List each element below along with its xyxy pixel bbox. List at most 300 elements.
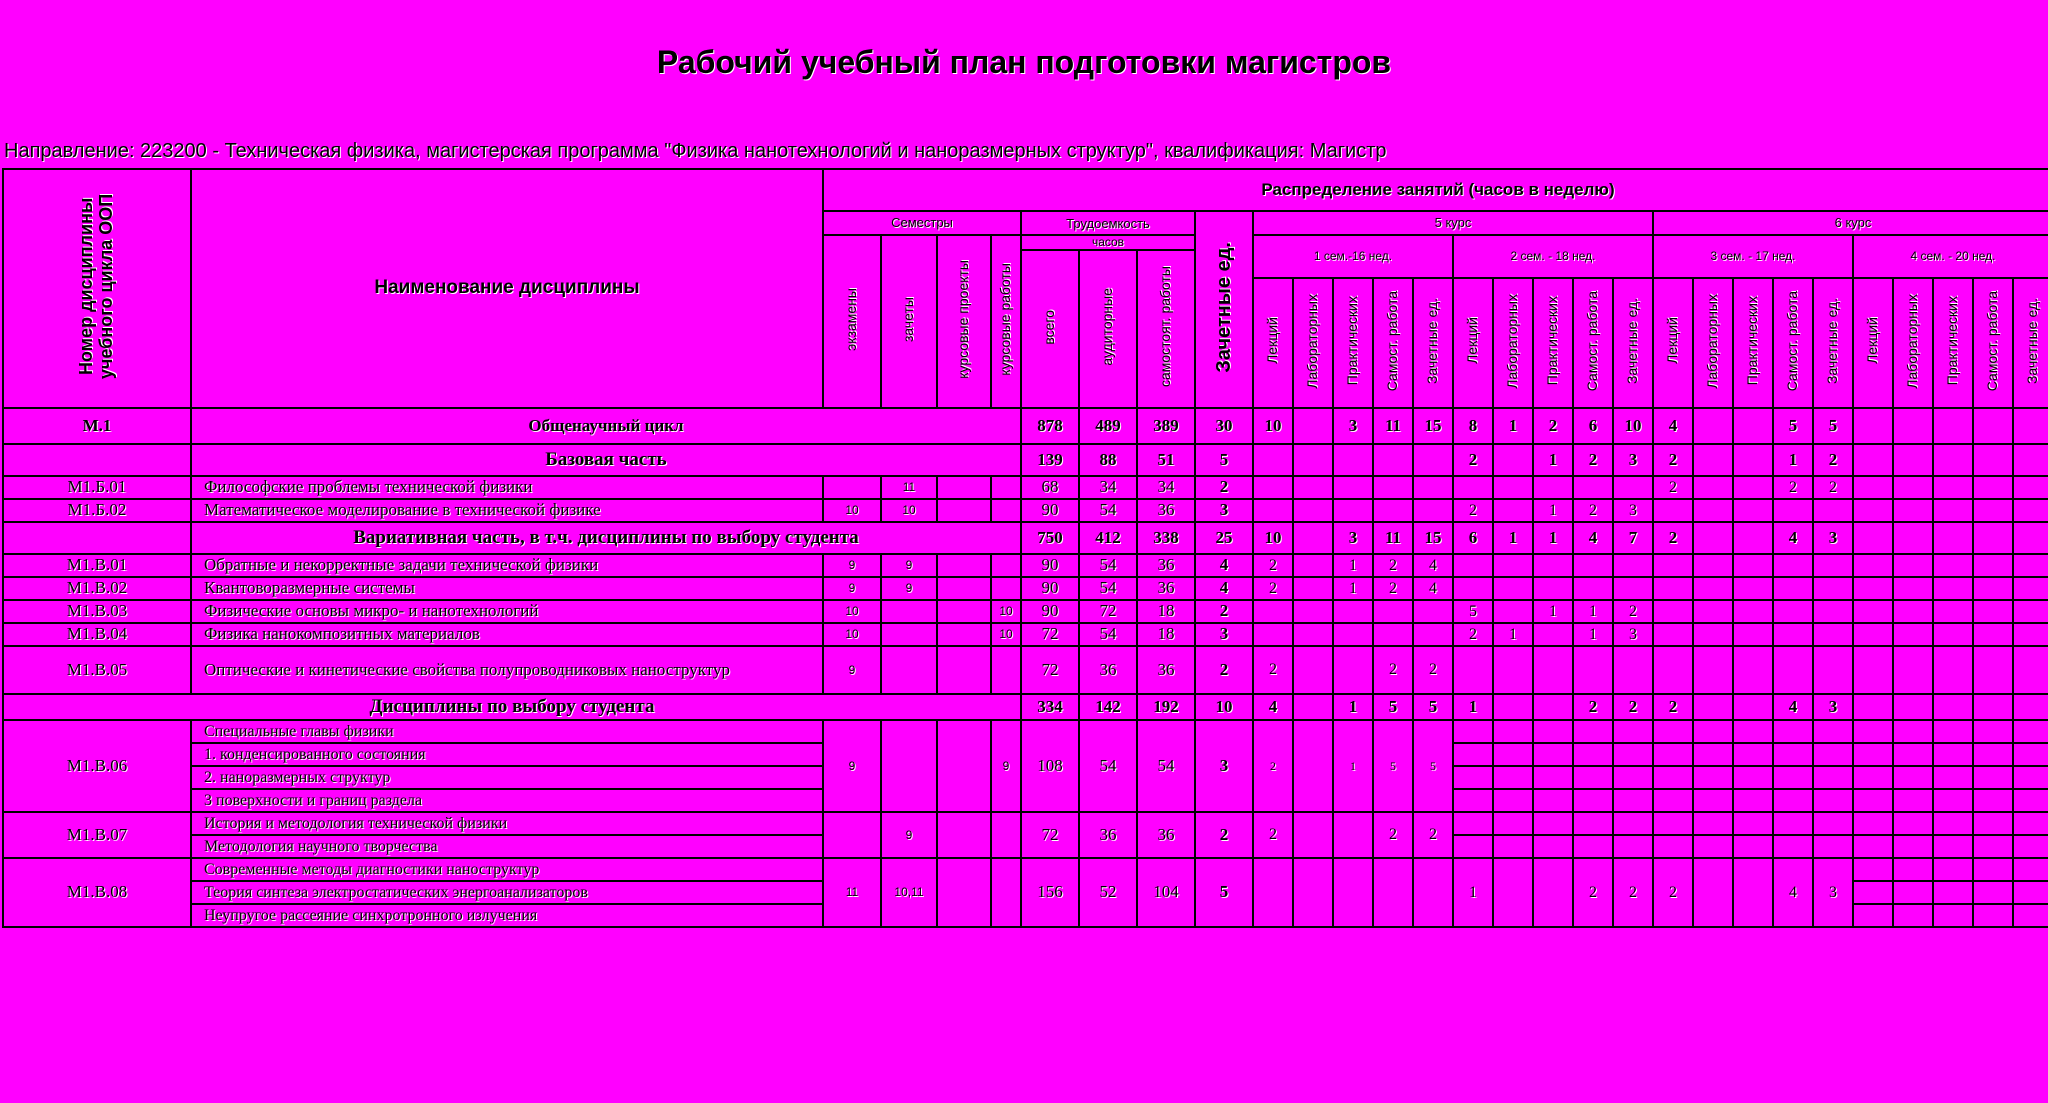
cell: 10: [1253, 522, 1293, 554]
cell: 1: [1333, 554, 1373, 577]
cell: [1933, 812, 1973, 835]
cell: [1373, 623, 1413, 646]
cell: [1493, 789, 1533, 812]
cell: [1973, 623, 2013, 646]
cell: [1453, 646, 1493, 694]
table-row: [3, 623, 2048, 646]
cell: 9: [823, 646, 881, 694]
cell: 192: [1137, 694, 1195, 720]
cell: [991, 858, 1021, 927]
cell: 3: [1333, 522, 1373, 554]
cell: [1773, 554, 1813, 577]
row-name: 1. конденсированного состояния: [191, 743, 823, 766]
table-row: [3, 554, 2048, 577]
table-row: [3, 577, 2048, 600]
cell: [1733, 858, 1773, 927]
cell: [1733, 835, 1773, 858]
cell: [1853, 694, 1893, 720]
cell: 9: [823, 720, 881, 812]
cell: [1973, 812, 2013, 835]
cell: [881, 720, 937, 812]
header-hours: часов: [1021, 235, 1195, 250]
cell: 88: [1079, 444, 1137, 476]
cell: [1533, 835, 1573, 858]
cell: [1693, 812, 1733, 835]
cell: [1333, 812, 1373, 858]
cell: [1973, 476, 2013, 499]
cell: [1693, 623, 1733, 646]
cell: [1973, 835, 2013, 858]
cell: [1933, 694, 1973, 720]
cell: [1413, 444, 1453, 476]
cell: [1973, 881, 2013, 904]
cell: [1853, 904, 1893, 927]
cell: [1613, 646, 1653, 694]
cell: [937, 720, 991, 812]
cell: [1733, 766, 1773, 789]
cell: [1333, 476, 1373, 499]
cell: [1893, 858, 1933, 881]
cell: [1653, 499, 1693, 522]
cell: 54: [1079, 720, 1137, 812]
cell: 2: [1653, 694, 1693, 720]
cell: 2: [1253, 554, 1293, 577]
header-sem3-credits: Зачетные ед.: [1813, 278, 1853, 408]
cell: [1373, 858, 1413, 927]
cell: [1973, 600, 2013, 623]
cell: [1853, 408, 1893, 444]
cell: [1493, 694, 1533, 720]
cell: [1973, 499, 2013, 522]
cell: [937, 812, 991, 858]
cell: [1813, 766, 1853, 789]
cell: [1493, 835, 1533, 858]
row-name: Вариативная часть, в т.ч. дисциплины по выбору студента: [191, 522, 1021, 554]
header-course-projects: курсовые проекты: [937, 235, 991, 408]
row-code: [3, 444, 191, 476]
cell: [1653, 720, 1693, 743]
header-hours-total: всего: [1021, 250, 1079, 408]
header-sem4-practice: Практических: [1933, 278, 1973, 408]
cell: [2013, 522, 2048, 554]
cell: 9: [881, 554, 937, 577]
cell: 52: [1079, 858, 1137, 927]
row-name: Современные методы диагностики наноструктур: [191, 858, 823, 881]
cell: [1573, 476, 1613, 499]
cell: [1373, 476, 1413, 499]
cell: [2013, 499, 2048, 522]
cell: 2: [1453, 499, 1493, 522]
cell: [1733, 812, 1773, 835]
cell: [1733, 720, 1773, 743]
cell: [1253, 858, 1293, 927]
cell: [1733, 444, 1773, 476]
direction-line: Направление: 223200 - Техническая физика, магистерская программа "Физика нанотехнологий и наноразмерных структур", квалификация: Магистр: [4, 140, 1387, 162]
cell: [1893, 904, 1933, 927]
cell: 1: [1493, 408, 1533, 444]
cell: 2: [1813, 444, 1853, 476]
table-row: [3, 499, 2048, 522]
cell: 2: [1653, 522, 1693, 554]
cell: [1853, 444, 1893, 476]
cell: [1533, 858, 1573, 927]
cell: [1813, 623, 1853, 646]
table-row: [3, 646, 2048, 694]
cell: [1973, 743, 2013, 766]
row-name: Физика нанокомпозитных материалов: [191, 623, 823, 646]
cell: [1253, 499, 1293, 522]
table-row: [3, 408, 2048, 444]
cell: [1813, 720, 1853, 743]
cell: [1893, 766, 1933, 789]
cell: [1813, 743, 1853, 766]
cell: [1773, 835, 1813, 858]
row-name: 2. наноразмерных структур: [191, 766, 823, 789]
cell: [1733, 408, 1773, 444]
cell: 6: [1453, 522, 1493, 554]
cell: 1: [1493, 522, 1533, 554]
cell: [1733, 789, 1773, 812]
curriculum-table: [2, 168, 2048, 928]
cell: [1853, 646, 1893, 694]
cell: 9: [823, 554, 881, 577]
header-distribution: Распределение занятий (часов в неделю): [823, 169, 2048, 211]
cell: [1973, 554, 2013, 577]
cell: 334: [1021, 694, 1079, 720]
cell: [1613, 476, 1653, 499]
cell: 878: [1021, 408, 1079, 444]
cell: 72: [1021, 812, 1079, 858]
header-name: Наименование дисциплины: [191, 169, 823, 408]
header-sem2: 2 сем. - 18 нед.: [1453, 235, 1653, 278]
cell: [1893, 476, 1933, 499]
header-hours-classroom: аудиторные: [1079, 250, 1137, 408]
cell: [1613, 577, 1653, 600]
cell: [1773, 499, 1813, 522]
cell: [937, 600, 991, 623]
cell: [1453, 476, 1493, 499]
cell: [1493, 577, 1533, 600]
cell: 10: [823, 623, 881, 646]
row-name: Философские проблемы технической физики: [191, 476, 823, 499]
header-sem1-lectures: Лекций: [1253, 278, 1293, 408]
cell: [1933, 904, 1973, 927]
cell: 4: [1413, 554, 1453, 577]
cell: 68: [1021, 476, 1079, 499]
cell: 10: [823, 499, 881, 522]
cell: [1933, 743, 1973, 766]
cell: 2: [1573, 694, 1613, 720]
cell: [1293, 554, 1333, 577]
cell: [1413, 623, 1453, 646]
cell: [1293, 408, 1333, 444]
cell: [1693, 743, 1733, 766]
cell: [1613, 554, 1653, 577]
cell: [1253, 476, 1293, 499]
cell: [881, 646, 937, 694]
cell: [1853, 476, 1893, 499]
cell: 2: [1195, 476, 1253, 499]
cell: [1573, 812, 1613, 835]
cell: 7: [1613, 522, 1653, 554]
cell: [1893, 743, 1933, 766]
cell: [1973, 766, 2013, 789]
cell: 36: [1137, 499, 1195, 522]
cell: 3: [1195, 499, 1253, 522]
cell: [1653, 577, 1693, 600]
cell: 1: [1533, 499, 1573, 522]
cell: 5: [1773, 408, 1813, 444]
cell: [1853, 789, 1893, 812]
header-sem1: 1 сем.-16 нед.: [1253, 235, 1453, 278]
table-row: [3, 858, 2048, 881]
cell: [1493, 646, 1533, 694]
header-course5: 5 курс: [1253, 211, 1653, 235]
header-sem2-lectures: Лекций: [1453, 278, 1493, 408]
cell: [1453, 577, 1493, 600]
row-code: М.1: [3, 408, 191, 444]
cell: [1853, 720, 1893, 743]
cell: 489: [1079, 408, 1137, 444]
cell: 3: [1813, 858, 1853, 927]
header-sem4-credits: Зачетные ед.: [2013, 278, 2048, 408]
cell: [1733, 577, 1773, 600]
cell: 5: [1373, 720, 1413, 812]
cell: 5: [1813, 408, 1853, 444]
cell: [991, 476, 1021, 499]
cell: 72: [1021, 623, 1079, 646]
cell: [1653, 646, 1693, 694]
cell: 3: [1195, 720, 1253, 812]
cell: [881, 623, 937, 646]
cell: 8: [1453, 408, 1493, 444]
cell: [991, 499, 1021, 522]
cell: [1493, 476, 1533, 499]
cell: [1293, 476, 1333, 499]
row-code: М1.В.04: [3, 623, 191, 646]
cell: [1293, 623, 1333, 646]
cell: 5: [1195, 444, 1253, 476]
cell: [1973, 646, 2013, 694]
cell: [1653, 835, 1693, 858]
cell: [1573, 720, 1613, 743]
cell: [1493, 812, 1533, 835]
cell: 142: [1079, 694, 1137, 720]
cell: [1813, 646, 1853, 694]
cell: 2: [1813, 476, 1853, 499]
cell: [1773, 743, 1813, 766]
cell: 3: [1613, 623, 1653, 646]
cell: [1693, 694, 1733, 720]
header-sem2-self-work: Самост. работа: [1573, 278, 1613, 408]
cell: [1413, 499, 1453, 522]
cell: 2: [1195, 646, 1253, 694]
cell: 4: [1773, 522, 1813, 554]
cell: [1453, 554, 1493, 577]
cell: [1933, 646, 1973, 694]
cell: 4: [1573, 522, 1613, 554]
cell: 1: [1493, 623, 1533, 646]
cell: [1893, 577, 1933, 600]
cell: [1973, 408, 2013, 444]
cell: 2: [1613, 858, 1653, 927]
cell: [1333, 600, 1373, 623]
cell: 34: [1079, 476, 1137, 499]
cell: [1933, 499, 1973, 522]
row-name: Дисциплины по выбору студента: [3, 694, 1021, 720]
cell: 3: [1333, 408, 1373, 444]
cell: [1533, 646, 1573, 694]
cell: [2013, 858, 2048, 881]
cell: [1693, 476, 1733, 499]
cell: [1453, 835, 1493, 858]
cell: 10: [991, 623, 1021, 646]
cell: [1533, 554, 1573, 577]
cell: [1853, 577, 1893, 600]
cell: [1413, 476, 1453, 499]
cell: [1973, 694, 2013, 720]
cell: 36: [1137, 812, 1195, 858]
cell: [1693, 444, 1733, 476]
cell: [1973, 522, 2013, 554]
cell: [1453, 766, 1493, 789]
cell: 10: [823, 600, 881, 623]
cell: 34: [1137, 476, 1195, 499]
cell: 1: [1533, 600, 1573, 623]
cell: 2: [1653, 858, 1693, 927]
cell: 54: [1079, 623, 1137, 646]
table-row: [3, 694, 2048, 720]
cell: [1693, 408, 1733, 444]
row-name: История и методология технической физики: [191, 812, 823, 835]
header-hours-self-study: самостоят. работы: [1137, 250, 1195, 408]
cell: 2: [1195, 600, 1253, 623]
cell: [1893, 522, 1933, 554]
cell: 338: [1137, 522, 1195, 554]
header-sem1-labs: Лабораторных: [1293, 278, 1333, 408]
cell: [1973, 577, 2013, 600]
cell: [1533, 743, 1573, 766]
cell: 3: [1813, 694, 1853, 720]
table-row: [3, 444, 2048, 476]
cell: [1733, 499, 1773, 522]
cell: 412: [1079, 522, 1137, 554]
cell: 36: [1137, 646, 1195, 694]
header-sem1-credits: Зачетные ед.: [1413, 278, 1453, 408]
row-code: М1.В.06: [3, 720, 191, 812]
cell: [937, 554, 991, 577]
cell: [1773, 812, 1813, 835]
row-name: Теория синтеза электростатических энергоанализаторов: [191, 881, 823, 904]
cell: 36: [1137, 554, 1195, 577]
cell: [1573, 766, 1613, 789]
cell: [1453, 743, 1493, 766]
cell: 1: [1573, 600, 1613, 623]
row-code: М1.В.03: [3, 600, 191, 623]
row-name: Обратные и некорректные задачи технической физики: [191, 554, 823, 577]
cell: 10: [881, 499, 937, 522]
cell: [1733, 623, 1773, 646]
cell: 2: [1253, 812, 1293, 858]
cell: [1493, 554, 1533, 577]
cell: [937, 476, 991, 499]
cell: 2: [1453, 623, 1493, 646]
cell: [1653, 789, 1693, 812]
cell: [1693, 522, 1733, 554]
header-sem4-lectures: Лекций: [1853, 278, 1893, 408]
cell: [1933, 858, 1973, 881]
cell: 10: [991, 600, 1021, 623]
cell: [1533, 720, 1573, 743]
cell: [1773, 766, 1813, 789]
cell: [1893, 600, 1933, 623]
cell: [1773, 600, 1813, 623]
cell: [1653, 554, 1693, 577]
cell: 4: [1773, 858, 1813, 927]
cell: [2013, 881, 2048, 904]
table-row: [3, 522, 2048, 554]
header-sem2-credits: Зачетные ед.: [1613, 278, 1653, 408]
cell: [1773, 623, 1813, 646]
cell: [1733, 646, 1773, 694]
cell: 36: [1137, 577, 1195, 600]
row-name: Специальные главы физики: [191, 720, 823, 743]
cell: 1: [1773, 444, 1813, 476]
cell: [1893, 646, 1933, 694]
cell: [2013, 694, 2048, 720]
cell: [991, 646, 1021, 694]
cell: [1533, 766, 1573, 789]
cell: [1293, 444, 1333, 476]
cell: 25: [1195, 522, 1253, 554]
cell: 90: [1021, 600, 1079, 623]
cell: 90: [1021, 577, 1079, 600]
cell: [1733, 476, 1773, 499]
header-semesters: Семестры: [823, 211, 1021, 235]
cell: 15: [1413, 522, 1453, 554]
cell: [1853, 623, 1893, 646]
cell: [1973, 720, 2013, 743]
cell: 2: [1253, 720, 1293, 812]
table-row: [3, 476, 2048, 499]
cell: [1333, 444, 1373, 476]
cell: [1973, 904, 2013, 927]
cell: [1853, 600, 1893, 623]
cell: [1893, 499, 1933, 522]
cell: [2013, 743, 2048, 766]
cell: [1853, 858, 1893, 881]
cell: [1413, 600, 1453, 623]
cell: [1813, 554, 1853, 577]
cell: [1453, 789, 1493, 812]
header-labor: Трудоемкость: [1021, 211, 1195, 235]
cell: [1933, 789, 1973, 812]
cell: [2013, 766, 2048, 789]
cell: [1693, 554, 1733, 577]
header-sem4: 4 сем. - 20 нед.: [1853, 235, 2048, 278]
cell: [1773, 577, 1813, 600]
cell: 5: [1195, 858, 1253, 927]
cell: [1853, 554, 1893, 577]
cell: [1573, 743, 1613, 766]
cell: 104: [1137, 858, 1195, 927]
cell: [1613, 720, 1653, 743]
cell: [1893, 444, 1933, 476]
cell: [1693, 835, 1733, 858]
row-name: Физические основы микро- и нанотехнологий: [191, 600, 823, 623]
cell: [1853, 743, 1893, 766]
cell: [1693, 766, 1733, 789]
